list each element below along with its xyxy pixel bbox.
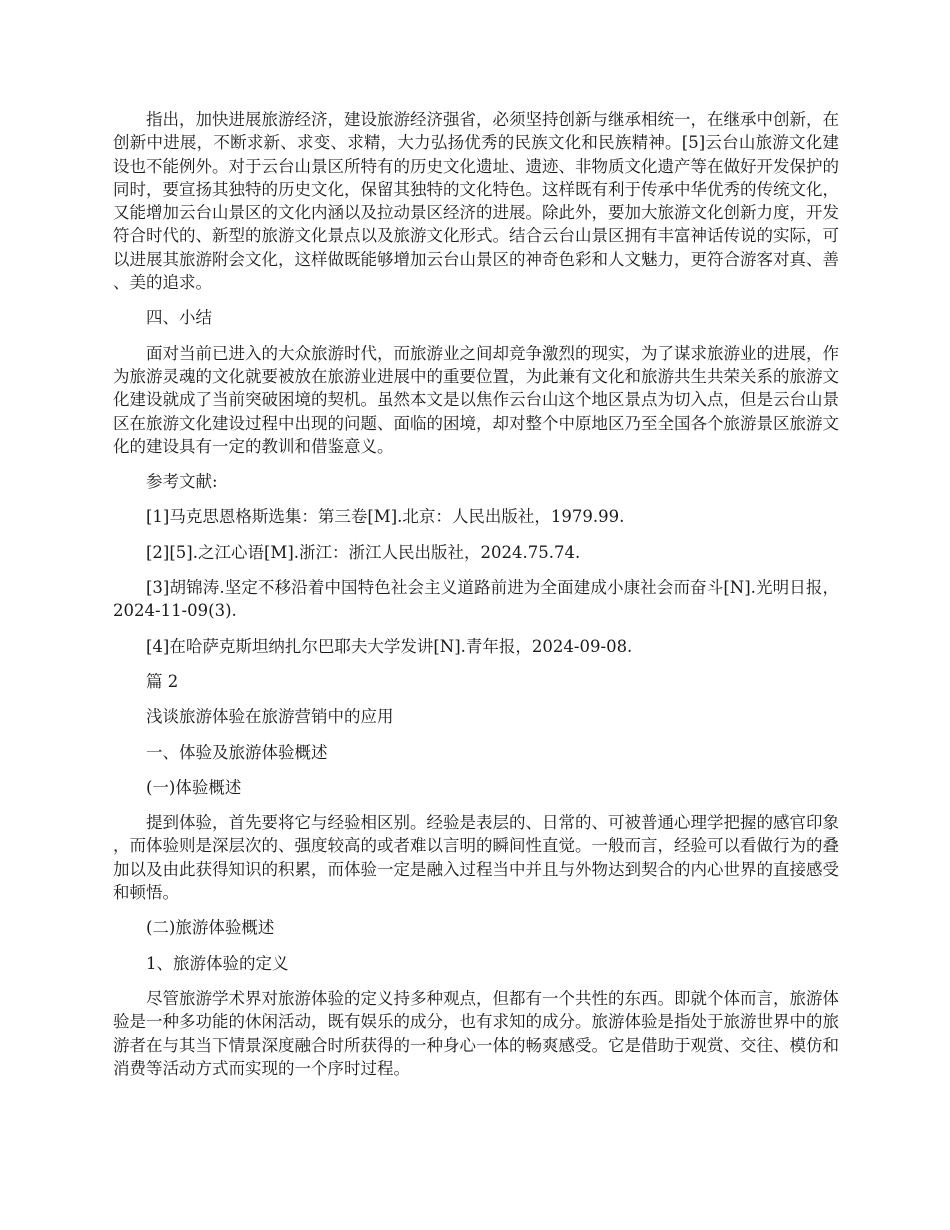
- section-heading-summary: 四、小结: [146, 308, 212, 328]
- body-paragraph: 指出，加快进展旅游经济，建设旅游经济强省，必须坚持创新与继承相统一，在继承中创新，在创新中进展，不断求新、求变、求精，大力弘扬优秀的民族文化和民族精神。[5]云台山旅游文化建设也不能例外。对于云台山景区所特有的历史文化遗址、遗迹、非物质文化遗产等在做好开发保护的同时，要宣扬其独特的历史文化，保留其独特的文化特色。这样既有利于传承中华优秀的传统文化，又能增加云台山景区的文化内涵以及拉动景区经济的进展。除此外，要加大旅游文化创新力度，开发符合时代的、新型的旅游文化景点以及旅游文化形式。结合云台山景区拥有丰富神话传说的实际，可以进展其旅游附会文化，这样做既能够增加云台山景区的神奇色彩和人文魅力，更符合游客对真、善、美的追求。: [113, 110, 839, 293]
- body-paragraph: 提到体验，首先要将它与经验相区别。经验是表层的、日常的、可被普通心理学把握的感官印象，而体验则是深层次的、强度较高的或者难以言明的瞬间性直觉。一般而言，经验可以看做行为的叠加以及由此获得知识的积累，而体验一定是融入过程当中并且与外物达到契合的内心世界的直接感受和顿悟。: [113, 813, 839, 903]
- numbered-heading: 1、旅游体验的定义: [146, 953, 289, 973]
- article-label: 篇 2: [146, 671, 179, 691]
- reference-item: [3]胡锦涛.坚定不移沿着中国特色社会主义道路前进为全面建成小康社会而奋斗[N].光明日报，2024-11-09(3).: [113, 578, 839, 621]
- section-heading: 一、体验及旅游体验概述: [146, 742, 328, 762]
- reference-item: [4]在哈萨克斯坦纳扎尔巴耶夫大学发讲[N].青年报，2024-09-08.: [146, 636, 633, 656]
- reference-item: [2][5].之江心语[M].浙江：浙江人民出版社，2024.75.74.: [146, 542, 581, 562]
- reference-item: [1]马克思恩格斯选集：第三卷[M].北京：人民出版社，1979.99.: [146, 507, 625, 527]
- body-paragraph: 面对当前已进入的大众旅游时代，而旅游业之间却竞争激烈的现实，为了谋求旅游业的进展，作为旅游灵魂的文化就要被放在旅游业进展中的重要位置，为此兼有文化和旅游共生共荣关系的旅游文化建设就成了当前突破困境的契机。虽然本文是以焦作云台山这个地区景点为切入点，但是云台山景区在旅游文化建设过程中出现的问题、面临的困境，却对整个中原地区乃至全国各个旅游景区旅游文化的建设具有一定的教训和借鉴意义。: [113, 343, 839, 456]
- body-paragraph: 尽管旅游学术界对旅游体验的定义持多种观点，但都有一个共性的东西。即就个体而言，旅游体验是一种多功能的休闲活动，既有娱乐的成分，也有求知的成分。旅游体验是指处于旅游世界中的旅游者在与其当下情景深度融合时所获得的一种身心一体的畅爽感受。它是借助于观赏、交往、模仿和消费等活动方式而实现的一个序时过程。: [113, 988, 839, 1078]
- document-page: [113, 108, 839, 1080]
- article-title: 浅谈旅游体验在旅游营销中的应用: [146, 707, 394, 727]
- references-heading: 参考文献:: [146, 472, 218, 492]
- subsection-heading: (一)体验概述: [146, 777, 242, 797]
- subsection-heading: (二)旅游体验概述: [146, 918, 275, 938]
